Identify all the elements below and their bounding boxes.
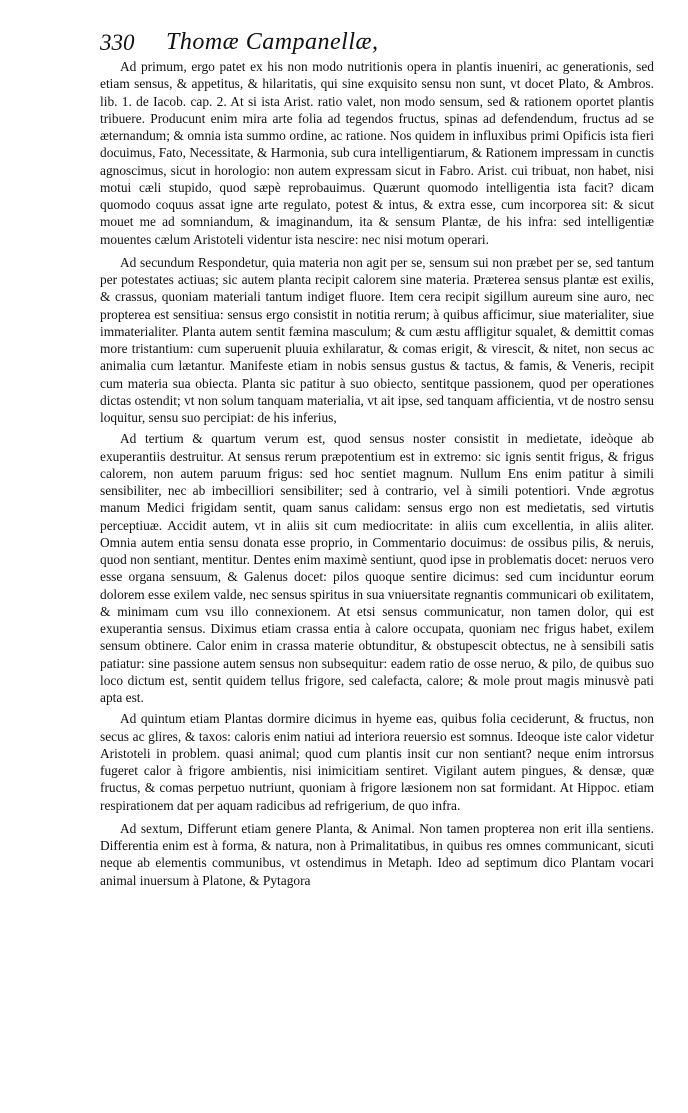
paragraph-ad-primum: Ad primum, ergo patet ex his non modo nutritionis opera in plantis inueniri, ac generationis, sed etiam sensus, & appetitus, & hilaritatis, qui sine exquisito sensu non sunt, vt docet Plato, & Ambros. lib. 1. de Iacob. cap. 2. At si ista Arist. ratio valet, non modo sensum, sed & rationem oportet plantis tribuere. Producunt enim mira arte folia ad tegendos fructus, spinas ad defendendum, fructus ad se æternandum; & omnia ista summo ordine, ac ratione. Nos quidem in influxibus primi Opificis ista fieri docuimus, Fato, Necessitate, & Harmonia, sub cura intelligentiarum, & Rationem impressam in cunctis agnoscimus, sicut in horologio: non autem expressam sicut in Fabro. Arist. cui tribuat, non habet, nisi motui cæli stupido, quod sæpè reprobauimus. Quærunt quomodo intelligentia ista facit? dicam quomodo coquus assat igne arte regulato, potest & intus, & extra esse, cum incorporea sit: & sicut mouet me ad somniandum, & imaginandum, ita & sensum Plantæ, de his infra: sed intelligentiæ mouentes cælum Aristoteli videntur ista nescire: nec nisi motum operari. <box>100 59 654 247</box>
body-text <box>100 58 654 889</box>
paragraph-ad-sextum: Ad sextum, Differunt etiam genere Planta, & Animal. Non tamen propterea non erit illa sentiens. Differentia enim est à forma, & natura, non à Primalitatibus, in quibus res omnes communicant, sicuti neque ab elementis communibus, vt ostendimus in Metaph. Ideo ad septimum dico Plantam vocari animal inuersum à Platone, & Pytagora <box>100 820 654 888</box>
paragraph-ad-tertium: Ad tertium & quartum verum est, quod sensus noster consistit in medietate, ideòque ab exuperantiis destruitur. At sensus rerum præpotentium est in extremo: sic ignis sentit frigus, & frigus calorem, non autem paruum frigus: sed hoc sentiet magnum. Nullum Ens enim patitur à simili sensibiliter, nec ab imbecilliori sensibiliter; sed à contrario, vel à simili potentiori. Vnde ægrotus manum Medici frigidam sentit, quam sanus calidam: sensus ergo non est medietatis, sed virtutis perceptiuæ. Accidit autem, vt in aliis sit cum mediocritate: in aliis cum excellentia, in aliis aliter. Omnia autem entia sensu donata esse proprio, in Commentario docuimus: de ossibus pilis, & neruis, quod non sentiant, mentitur. Dentes enim maximè sentiunt, quod ipse in problematis docet: neruos vero esse organa sensuum, & Galenus docet: pilos quoque sentire dicimus: sed cum inciduntur eorum dolorem esse exilem valde, nec sensus spiritus in sua vniuersitate regnantis communicari ob exilitatem, & minimam cum vsu illo connexionem. At etsi sensus communicatur, non tamen dolor, qui est exuperantia sensus. Diximus etiam crassa entia à calore occupata, quoniam nec frigus habet, exilem sensum obtinere. Calor enim in crassa materie obtunditur, & obstupescit obtectus, ne à sensibili satis patiatur: sine passione autem sensus non subsequitur: eadem ratio de osse neruo, & pilo, de quibus suo loco dictum est, sentit quidem tellus frigore, sed calefacta, calore; & mole prout magis minusvè pati apta est. <box>100 431 654 705</box>
page-header <box>100 0 654 56</box>
page-number: 330 <box>100 30 135 55</box>
paragraph-ad-quintum: Ad quintum etiam Plantas dormire dicimus in hyeme eas, quibus folia ceciderunt, & fructus, non secus ac glires, & taxos: caloris enim natiui ad interiora reuersio est somnus. Ideoque iste calor videtur Aristoteli in problem. quasi animal; quod cum plantis insit cur non sentiant? neque enim introrsus fugeret calor à frigore ambientis, nisi inimicitiam sentiret. Vigilant autem pingues, & densæ, quæ fructus, & comas perpetuo nutriunt, quoniam à frigore læsionem non sat formidant. At Hippoc. etiam respirationem dat per aquam radicibus ad refrigerium, de quo infra. <box>100 711 654 813</box>
running-title: Thomæ Campanellæ, <box>166 29 379 55</box>
paragraph-ad-secundum: Ad secundum Respondetur, quia materia non agit per se, sensum sui non præbet per se, sed tantum per potestates actiuas; sic autem planta recipit calorem sine materia. Præterea sensus plantæ est exilis, & crassus, quoniam materiali tantum indiget fluore. Item cera recipit sigillum aureum sine auro, nec propterea est sensitiua: sensus ergo consistit in notitia rerum; à quibus afficimur, siue materialiter, siue immaterialiter. Planta autem sentit fæmina masculum; & cum æstu affligitur squalet, & demittit comas more tristantium: cum superuenit pluuia exhilaratur, & comas erigit, & virescit, & nitet, non secus ac animalia cum lætantur. Manifeste etiam in nobis sensus gustus & tactus, & famis, & Veneris, recipit cum materia sua obiecta. Planta sic patitur à suo obiecto, sentitque passionem, quod per operationes dictas ostendit; vt non solum tanquam materialia, vt ait ipse, sed tanquam afficientia, vt de nostro sensu loquitur, sensu suo percipiat: de his inferius, <box>100 254 654 425</box>
